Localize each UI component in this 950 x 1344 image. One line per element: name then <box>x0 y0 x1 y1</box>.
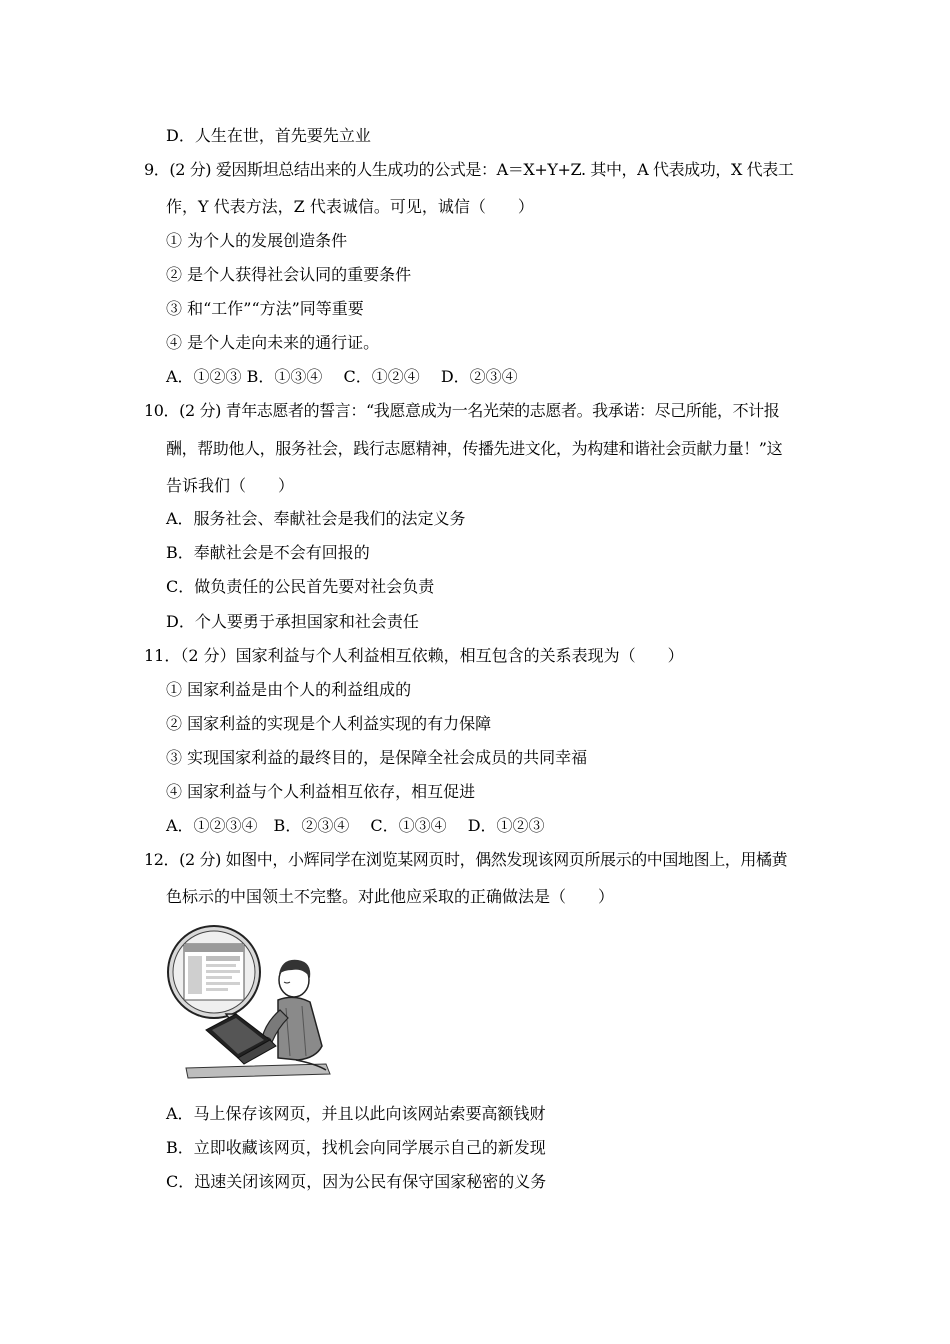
q9-item-2: ② 是个人获得社会认同的重要条件 <box>166 265 412 284</box>
q11-item-2: ② 国家利益的实现是个人利益实现的有力保障 <box>166 714 492 733</box>
q10-option-a: A．服务社会、奉献社会是我们的法定义务 <box>166 509 466 528</box>
q10-stem-line1: 10．(2 分) 青年志愿者的誓言：“我愿意成为一名光荣的志愿者。我承诺：尽己所能，不计报 <box>144 401 780 420</box>
q12-option-c: C．迅速关闭该网页，因为公民有保守国家秘密的义务 <box>166 1172 547 1191</box>
q11-options: A．①②③④ B．②③④ C．①③④ D．①②③ <box>166 816 545 835</box>
q8-option-d: D．人生在世，首先要先立业 <box>166 126 371 145</box>
q10-stem-line2: 酬，帮助他人，服务社会，践行志愿精神，传播先进文化，为构建和谐社会贡献力量！”这 <box>166 439 783 458</box>
q10-stem-line3: 告诉我们（ ） <box>166 476 295 495</box>
q11-stem: 11．（2 分）国家利益与个人利益相互依赖，相互包含的关系表现为（ ） <box>144 646 684 665</box>
q11-item-1: ① 国家利益是由个人的利益组成的 <box>166 680 412 699</box>
q9-options: A．①②③ B．①③④ C．①②④ D．②③④ <box>166 367 518 386</box>
q9-stem-line1: 9．(2 分) 爱因斯坦总结出来的人生成功的公式是：A＝X+Y+Z. 其中，A 代表成功，X 代表工 <box>144 160 794 179</box>
q9-stem-line2: 作，Y 代表方法，Z 代表诚信。可见，诚信（ ） <box>166 197 534 216</box>
q11-item-3: ③ 实现国家利益的最终目的，是保障全社会成员的共同幸福 <box>166 748 588 767</box>
q9-item-1: ① 为个人的发展创造条件 <box>166 231 348 250</box>
q12-option-a: A．马上保存该网页，并且以此向该网站索要高额钱财 <box>166 1104 546 1123</box>
q10-option-b: B．奉献社会是不会有回报的 <box>166 543 370 562</box>
q10-option-c: C．做负责任的公民首先要对社会负责 <box>166 577 435 596</box>
q9-item-4: ④ 是个人走向未来的通行证。 <box>166 333 380 352</box>
q12-stem-line2: 色标示的中国领土不完整。对此他应采取的正确做法是（ ） <box>166 887 615 906</box>
student-laptop-illustration <box>166 918 338 1084</box>
q12-stem-line1: 12．(2 分) 如图中，小辉同学在浏览某网页时，偶然发现该网页所展示的中国地图上，用橘黄 <box>144 850 788 869</box>
q9-item-3: ③ 和“工作”“方法”同等重要 <box>166 299 364 318</box>
q11-item-4: ④ 国家利益与个人利益相互依存，相互促进 <box>166 782 476 801</box>
q12-option-b: B．立即收藏该网页，找机会向同学展示自己的新发现 <box>166 1138 546 1157</box>
q10-option-d: D．个人要勇于承担国家和社会责任 <box>166 612 419 631</box>
